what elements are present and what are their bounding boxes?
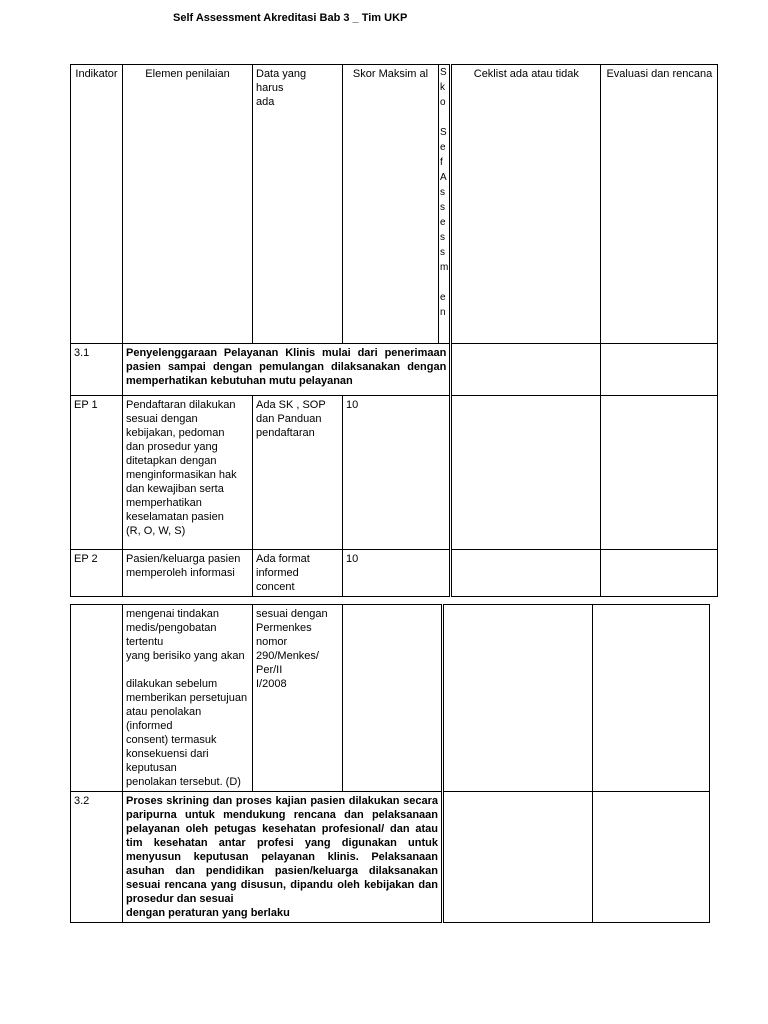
document-title: Self Assessment Akreditasi Bab 3 _ Tim UKP [173,12,408,24]
header-ceklist: Ceklist ada atau tidak [451,65,601,344]
assessment-table-part-2 [70,604,710,923]
elemen-cell: mengenai tindakan medis/pengobatan tertentu yang berisiko yang akan dilakukan sebelum memberikan persetujuan atau penolakan (informed consent) termasuk konsekuensi dari keputusan penolakan tersebut. (D) [123,605,253,792]
table-row [71,396,718,550]
ceklist-cell [451,344,601,396]
header-data: Data yang harus ada [253,65,343,344]
ceklist-cell [443,792,593,923]
elemen-cell: Pasien/keluarga pasien memperoleh informasi [123,550,253,597]
indikator-cell [71,605,123,792]
header-indikator: Indikator [71,65,123,344]
evaluasi-cell [601,550,718,597]
data-cell: Ada SK , SOP dan Panduan pendaftaran [253,396,343,550]
data-cell: Ada format informed concent [253,550,343,597]
table-row [71,792,710,923]
ceklist-cell [451,396,601,550]
table-row [71,344,718,396]
evaluasi-cell [593,605,710,792]
standard-text-cell: Penyelenggaraan Pelayanan Klinis mulai dari penerimaan pasien sampai dengan pemulangan dilaksanakan dengan memperhatikan kebutuhan mutu pelayanan [123,344,451,396]
indikator-cell: EP 2 [71,550,123,597]
header-skor-self-assessment: S k o S e f A s s e s s m e n [439,65,451,344]
header-skor: Skor Maksim al [343,65,439,344]
ceklist-cell [443,605,593,792]
header-evaluasi: Evaluasi dan rencana [601,65,718,344]
table-row [71,550,718,597]
indikator-cell: 3.2 [71,792,123,923]
table-row [71,605,710,792]
elemen-cell: Pendaftaran dilakukan sesuai dengan kebijakan, pedoman dan prosedur yang ditetapkan dengan menginformasikan hak dan kewajiban serta memperhatikan keselamatan pasien (R, O, W, S) [123,396,253,550]
skor-cell [343,605,443,792]
indikator-cell: EP 1 [71,396,123,550]
evaluasi-cell [593,792,710,923]
skor-cell: 10 [343,550,451,597]
indikator-cell: 3.1 [71,344,123,396]
assessment-table-part-1 [70,64,718,597]
header-row [71,65,718,344]
evaluasi-cell [601,344,718,396]
skor-cell: 10 [343,396,451,550]
ceklist-cell [451,550,601,597]
data-cell: sesuai dengan Permenkes nomor 290/Menkes/ Per/II I/2008 [253,605,343,792]
header-elemen: Elemen penilaian [123,65,253,344]
standard-text-cell: Proses skrining dan proses kajian pasien dilakukan secara paripurna untuk mendukung rencana dan pelaksanaan pelayanan oleh petugas kesehatan profesional/ dan atau tim kesehatan antar profesi yang digunakan untuk menyusun keputusan pelayanan klinis. Pelaksanaan asuhan dan pendidikan pasien/keluarga dilaksanakan sesuai rencana yang disusun, dipandu oleh kebijakan dan prosedur dan sesuai dengan peraturan yang berlaku [123,792,443,923]
evaluasi-cell [601,396,718,550]
